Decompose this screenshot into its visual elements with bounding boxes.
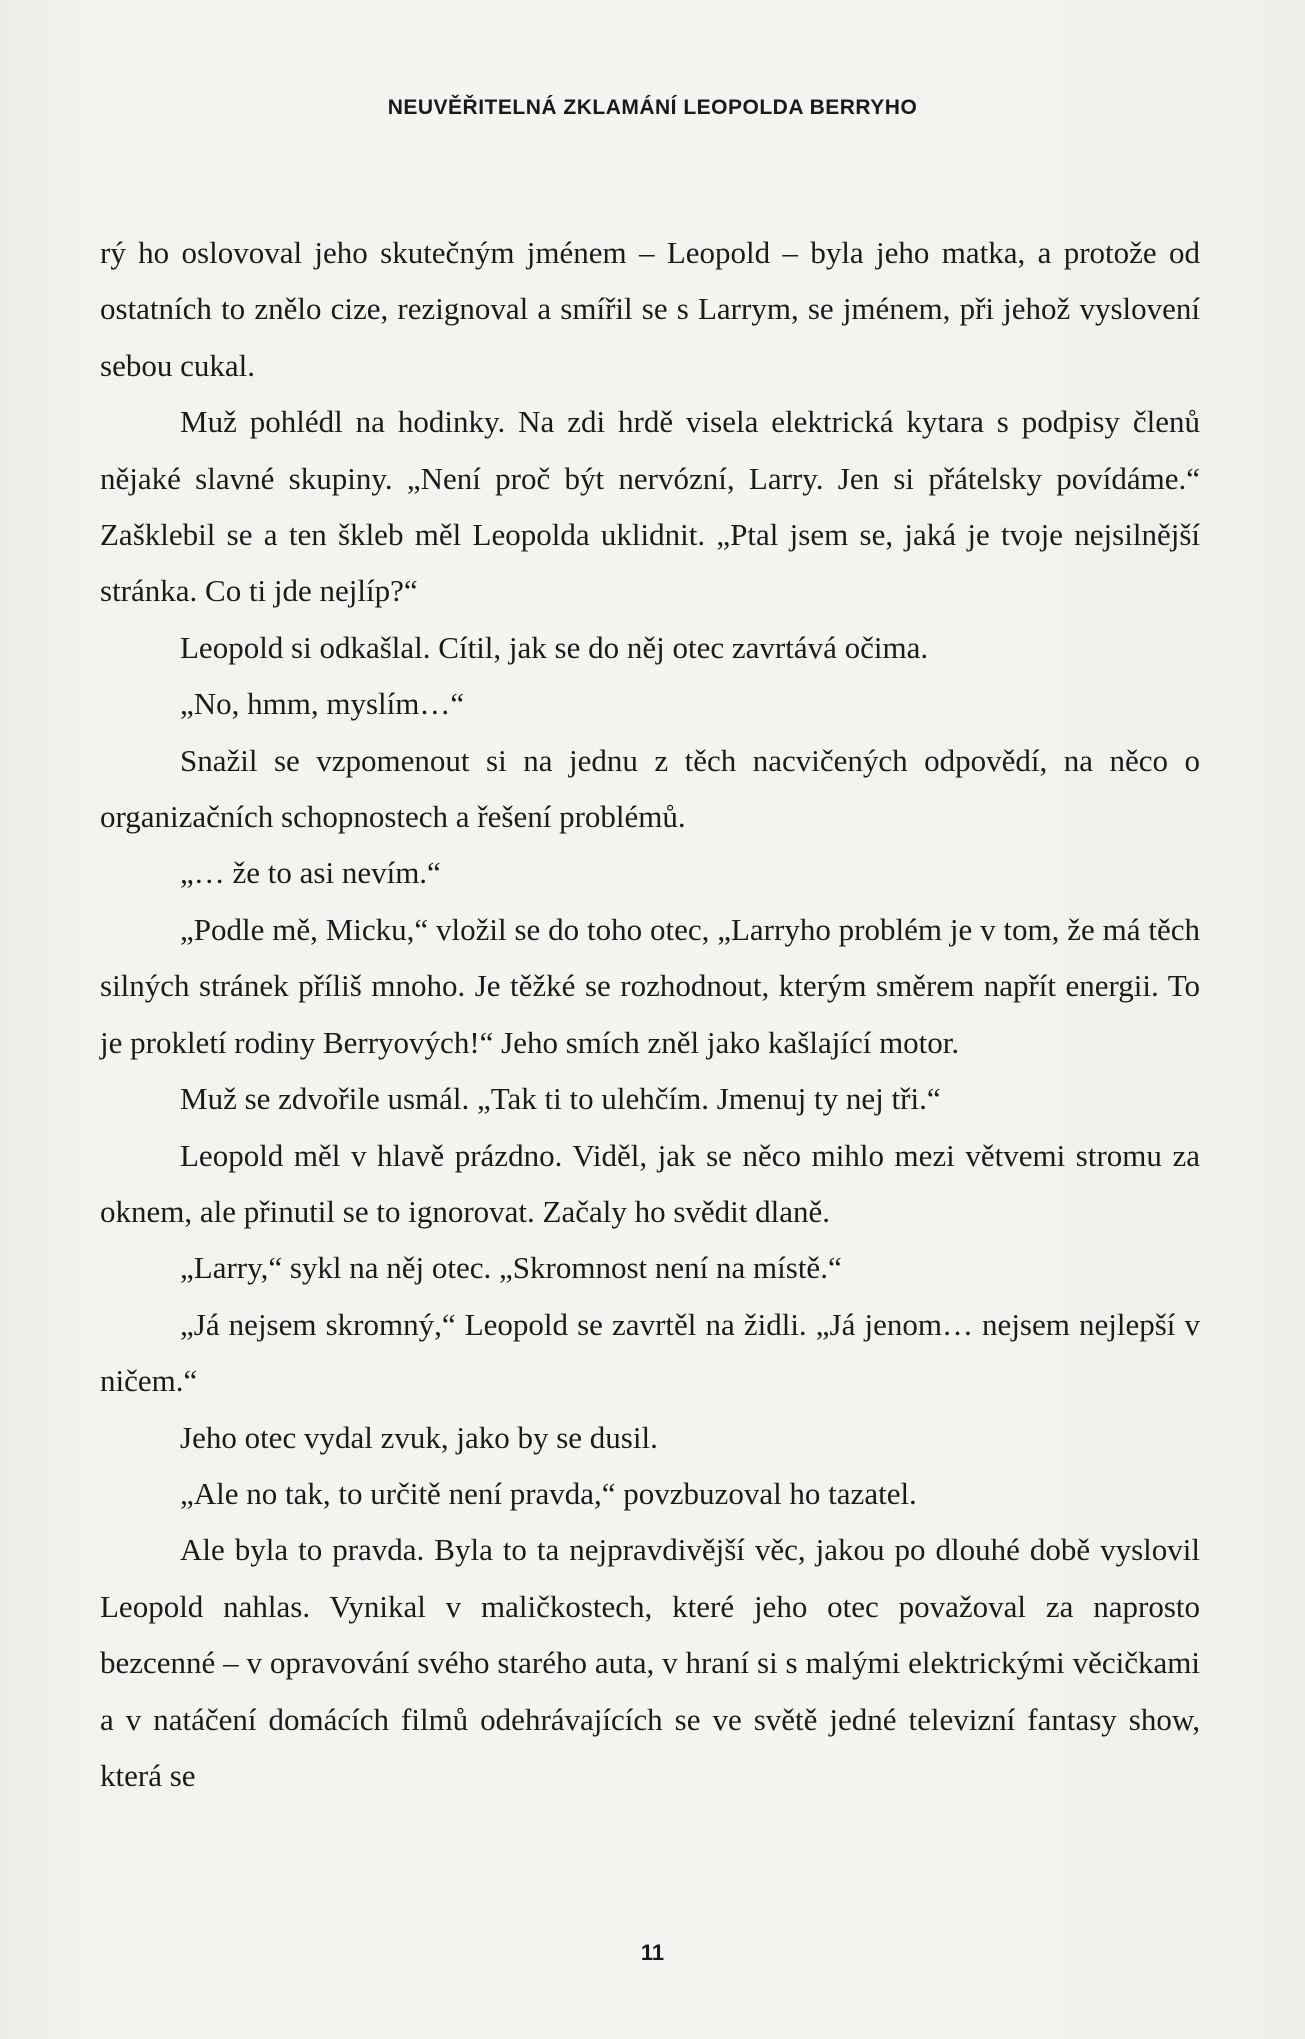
paragraph: „Podle mě, Micku,“ vložil se do toho otec, „Larryho problém je v tom, že má těch silných stránek příliš mnoho. Je těžké se rozhodnout, kterým směrem napřít energii. To je prokletí rodiny Berryových!“ Jeho smích zněl jako kašlající motor.: [100, 911, 1200, 1060]
paragraph: „… že to asi nevím.“: [180, 855, 441, 891]
paragraph: Leopold si odkašlal. Cítil, jak se do něj otec zavrtává očima.: [180, 629, 929, 665]
paragraph: „No, hmm, myslím…“: [180, 686, 465, 722]
paragraph: Muž se zdvořile usmál. „Tak ti to ulehčím. Jmenuj ty nej tři.“: [180, 1081, 941, 1117]
paragraph: Muž pohlédl na hodinky. Na zdi hrdě visela elektrická kytara s podpisy členů nějaké slavné skupiny. „Není proč být nervózní, Larry. Jen si přátelsky povídáme.“ Zašklebil se a ten škleb měl Leopolda uklidnit. „Ptal jsem se, jaká je tvoje nejsilnější stránka. Co ti jde nejlíp?“: [100, 404, 1200, 609]
paragraph: Snažil se vzpomenout si na jednu z těch nacvičených odpovědí, na něco o organizačních schopnostech a řešení problémů.: [100, 742, 1200, 835]
running-head: NEUVĚŘITELNÁ ZKLAMÁNÍ LEOPOLDA BERRYHO: [387, 96, 918, 119]
body-text: [100, 225, 1200, 1804]
paragraph: Ale byla to pravda. Byla to ta nejpravdivější věc, jakou po dlouhé době vyslovil Leopold nahlas. Vynikal v maličkostech, které jeho otec považoval za naprosto bezcenné – v opravování svého starého auta, v hraní si s malými elektrickými věcičkami a v natáčení domácích filmů odehrávajících se ve světě jedné televizní fantasy show, která se: [100, 1532, 1200, 1793]
paragraph: „Já nejsem skromný,“ Leopold se zavrtěl na židli. „Já jenom… nejsem nejlepší v ničem.“: [100, 1306, 1200, 1399]
paragraph: „Ale no tak, to určitě není pravda,“ povzbuzoval ho tazatel.: [180, 1475, 917, 1511]
paragraph: Jeho otec vydal zvuk, jako by se dusil.: [180, 1419, 658, 1455]
paragraph: Leopold měl v hlavě prázdno. Viděl, jak se něco mihlo mezi větvemi stromu za oknem, ale přinutil se to ignorovat. Začaly ho svědit dlaně.: [100, 1137, 1200, 1229]
paragraph: rý ho oslovoval jeho skutečným jménem – Leopold – byla jeho matka, a protože od ostatních to znělo cize, rezignoval a smířil se s Larrym, se jménem, při jehož vyslovení sebou cukal.: [100, 235, 1200, 383]
page-number: 11: [640, 1940, 665, 1965]
paragraph: „Larry,“ sykl na něj otec. „Skromnost není na místě.“: [180, 1250, 842, 1286]
